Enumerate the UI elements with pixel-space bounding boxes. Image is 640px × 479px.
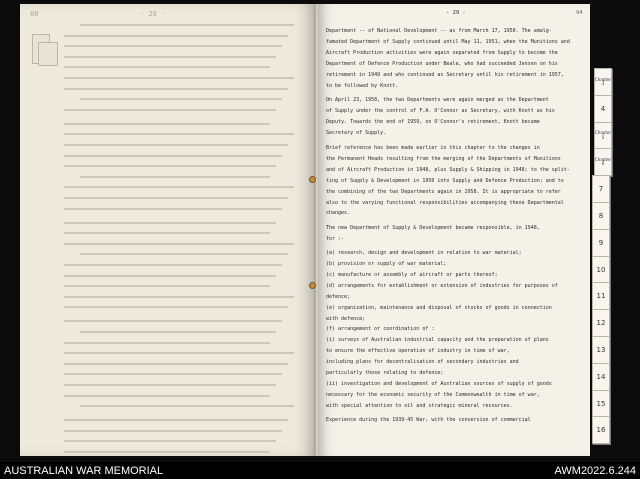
bleed-through-line	[64, 144, 288, 146]
chapter-tab: Chapter 6	[594, 148, 612, 176]
text-line: (i) surveys of Australian industrial capacity and the preparation of plans	[326, 337, 549, 344]
chapter-tab: 8	[592, 202, 610, 230]
bleed-through-line	[64, 440, 276, 442]
bleed-through-line	[64, 342, 270, 344]
chapter-tab: Chapter 5	[594, 122, 612, 150]
text-line: (a) research, design and development in relation to war material;	[326, 250, 522, 257]
bleed-through-line	[80, 331, 276, 333]
text-line: ting of Supply & Development in 1950 into Supply and Defence Production; and to	[326, 177, 564, 184]
text-line: changes.	[326, 210, 351, 217]
bleed-through-line	[64, 430, 282, 432]
text-line: with defence;	[326, 315, 366, 322]
bleed-through-line	[64, 123, 270, 125]
chapter-tab: 7	[592, 175, 610, 203]
bleed-through-line	[64, 109, 276, 111]
corner-page-number: 94	[576, 10, 583, 16]
text-line: (d) arrangements for establishment or extension of industries for purposes of	[326, 282, 558, 289]
text-line: Aircraft Production activities were again separated from Supply to become the	[326, 49, 558, 56]
bleed-through-line	[64, 197, 288, 199]
bleed-through-line	[80, 24, 294, 26]
bleed-through-line	[64, 66, 270, 68]
text-line: with special attention to oil and strategic mineral resources.	[326, 402, 513, 409]
text-line: (f) arrangement or coordination of :	[326, 326, 435, 333]
source-caption: AUSTRALIAN WAR MEMORIAL	[4, 465, 164, 477]
text-line: The new Department of Supply & Development became responsible, in 1948,	[326, 225, 540, 232]
left-page-number: 88	[30, 10, 39, 18]
bleed-through-line	[64, 352, 294, 354]
chapter-tab: 16	[592, 416, 610, 444]
bleed-through-line	[64, 186, 294, 188]
bleed-through-line	[80, 98, 282, 100]
text-line: famated Department of Supply continued until May 11, 1951, when the Munitions and	[326, 38, 570, 45]
bleed-through-line	[64, 88, 288, 90]
bleed-through-line	[64, 384, 276, 386]
chapter-tab: 12	[592, 309, 610, 337]
left-page-header: - 28 -	[140, 10, 166, 18]
text-line: defence;	[326, 293, 351, 300]
text-line: to be followed by Knott.	[326, 82, 399, 89]
reference-caption: AWM2022.6.244	[554, 465, 636, 477]
bleed-through-line	[64, 275, 276, 277]
bleed-through-line	[64, 243, 294, 245]
text-line: necessary for the economic security of the Commonwealth in time of war,	[326, 391, 540, 398]
text-line: (e) organization, maintenance and disposal of stocks of goods in connection	[326, 304, 552, 311]
bleed-through-line	[64, 77, 294, 79]
bleed-through-line	[64, 373, 282, 375]
paper-clip-tab-inner	[38, 42, 58, 66]
bleed-through-line	[64, 363, 288, 365]
text-line: and of Aircraft Production in 1948, plus Supply & Shipping in 1948; to the split-	[326, 166, 570, 173]
text-line: On April 23, 1958, the two Departments were again merged as the Department	[326, 97, 549, 104]
staple-bottom	[309, 282, 316, 289]
chapter-tab: 14	[592, 363, 610, 391]
staple-top	[309, 176, 316, 183]
text-line: particularly those relating to defence;	[326, 370, 444, 376]
text-line: also to the varying functional responsibilities accompanying these Departmental	[326, 199, 564, 206]
text-line: (c) manufacture or assembly of aircraft or parts thereof;	[326, 271, 498, 278]
text-line: (ii) investigation and development of Australian sources of supply of goods	[326, 380, 552, 387]
bleed-through-line	[64, 155, 282, 157]
text-line: Deputy. Towards the end of 1959, on O'Connor's retirement, Knott became	[326, 119, 540, 126]
text-line: the combining of the two Departments again in 1958. It is appropriate to refer	[326, 188, 561, 195]
right-page	[318, 4, 590, 456]
bleed-through-line	[64, 320, 282, 322]
text-line: Secretary of Supply.	[326, 130, 387, 137]
bleed-through-line	[64, 395, 270, 397]
text-line: to ensure the effective operation of industry in time of war,	[326, 348, 510, 355]
right-page-number: - 29 -	[446, 10, 466, 16]
bleed-through-line	[64, 222, 276, 224]
chapter-tab: 13	[592, 336, 610, 364]
bleed-through-line	[64, 264, 282, 266]
text-line: Department of Defence Production under Beale, who had succeeded Jensen on his	[326, 60, 558, 67]
bleed-through-line	[80, 176, 270, 178]
bleed-through-line	[64, 208, 282, 210]
text-line: including plans for decentralisation of secondary industries and	[326, 359, 519, 366]
bleed-through-line	[64, 45, 282, 47]
text-line: retirement in 1949 and who continued as Secretary until his retirement in 1957,	[326, 71, 564, 78]
chapter-tab: 15	[592, 390, 610, 418]
bleed-through-line	[64, 165, 276, 167]
bleed-through-line	[64, 306, 288, 308]
chapter-tab: 11	[592, 282, 610, 310]
bleed-through-line	[64, 419, 288, 421]
chapter-tab: 4	[594, 95, 612, 123]
bleed-through-line	[64, 133, 294, 135]
text-line: for :-	[326, 236, 345, 243]
bleed-through-line	[80, 253, 288, 255]
text-line: Department -- of National Development -- as from March 17, 1950. The amalg-	[326, 28, 552, 34]
chapter-tab: 10	[592, 256, 610, 284]
bleed-through-line	[64, 451, 270, 453]
chapter-tab: 9	[592, 229, 610, 257]
text-line: of Supply under the control of F.A. O'Connor as Secretary, with Knott as his	[326, 108, 555, 115]
chapter-tab: Chapter 3	[594, 68, 612, 96]
bleed-through-line	[64, 285, 270, 287]
left-page	[20, 4, 316, 456]
chapter-tabs	[588, 10, 628, 456]
bleed-through-line	[64, 35, 288, 37]
bleed-through-line	[64, 232, 270, 234]
text-line: Experience during the 1939-45 War, with the conversion of commercial	[326, 416, 531, 423]
bleed-through-line	[80, 405, 294, 407]
text-line: (b) provision or supply of war material;	[326, 261, 447, 267]
text-line: the Permanent Heads resulting from the merging of the Departments of Munitions	[326, 155, 561, 162]
text-line: Brief reference has been made earlier in this chapter to the changes in	[326, 145, 540, 151]
bleed-through-line	[64, 296, 294, 298]
bleed-through-line	[64, 56, 276, 58]
